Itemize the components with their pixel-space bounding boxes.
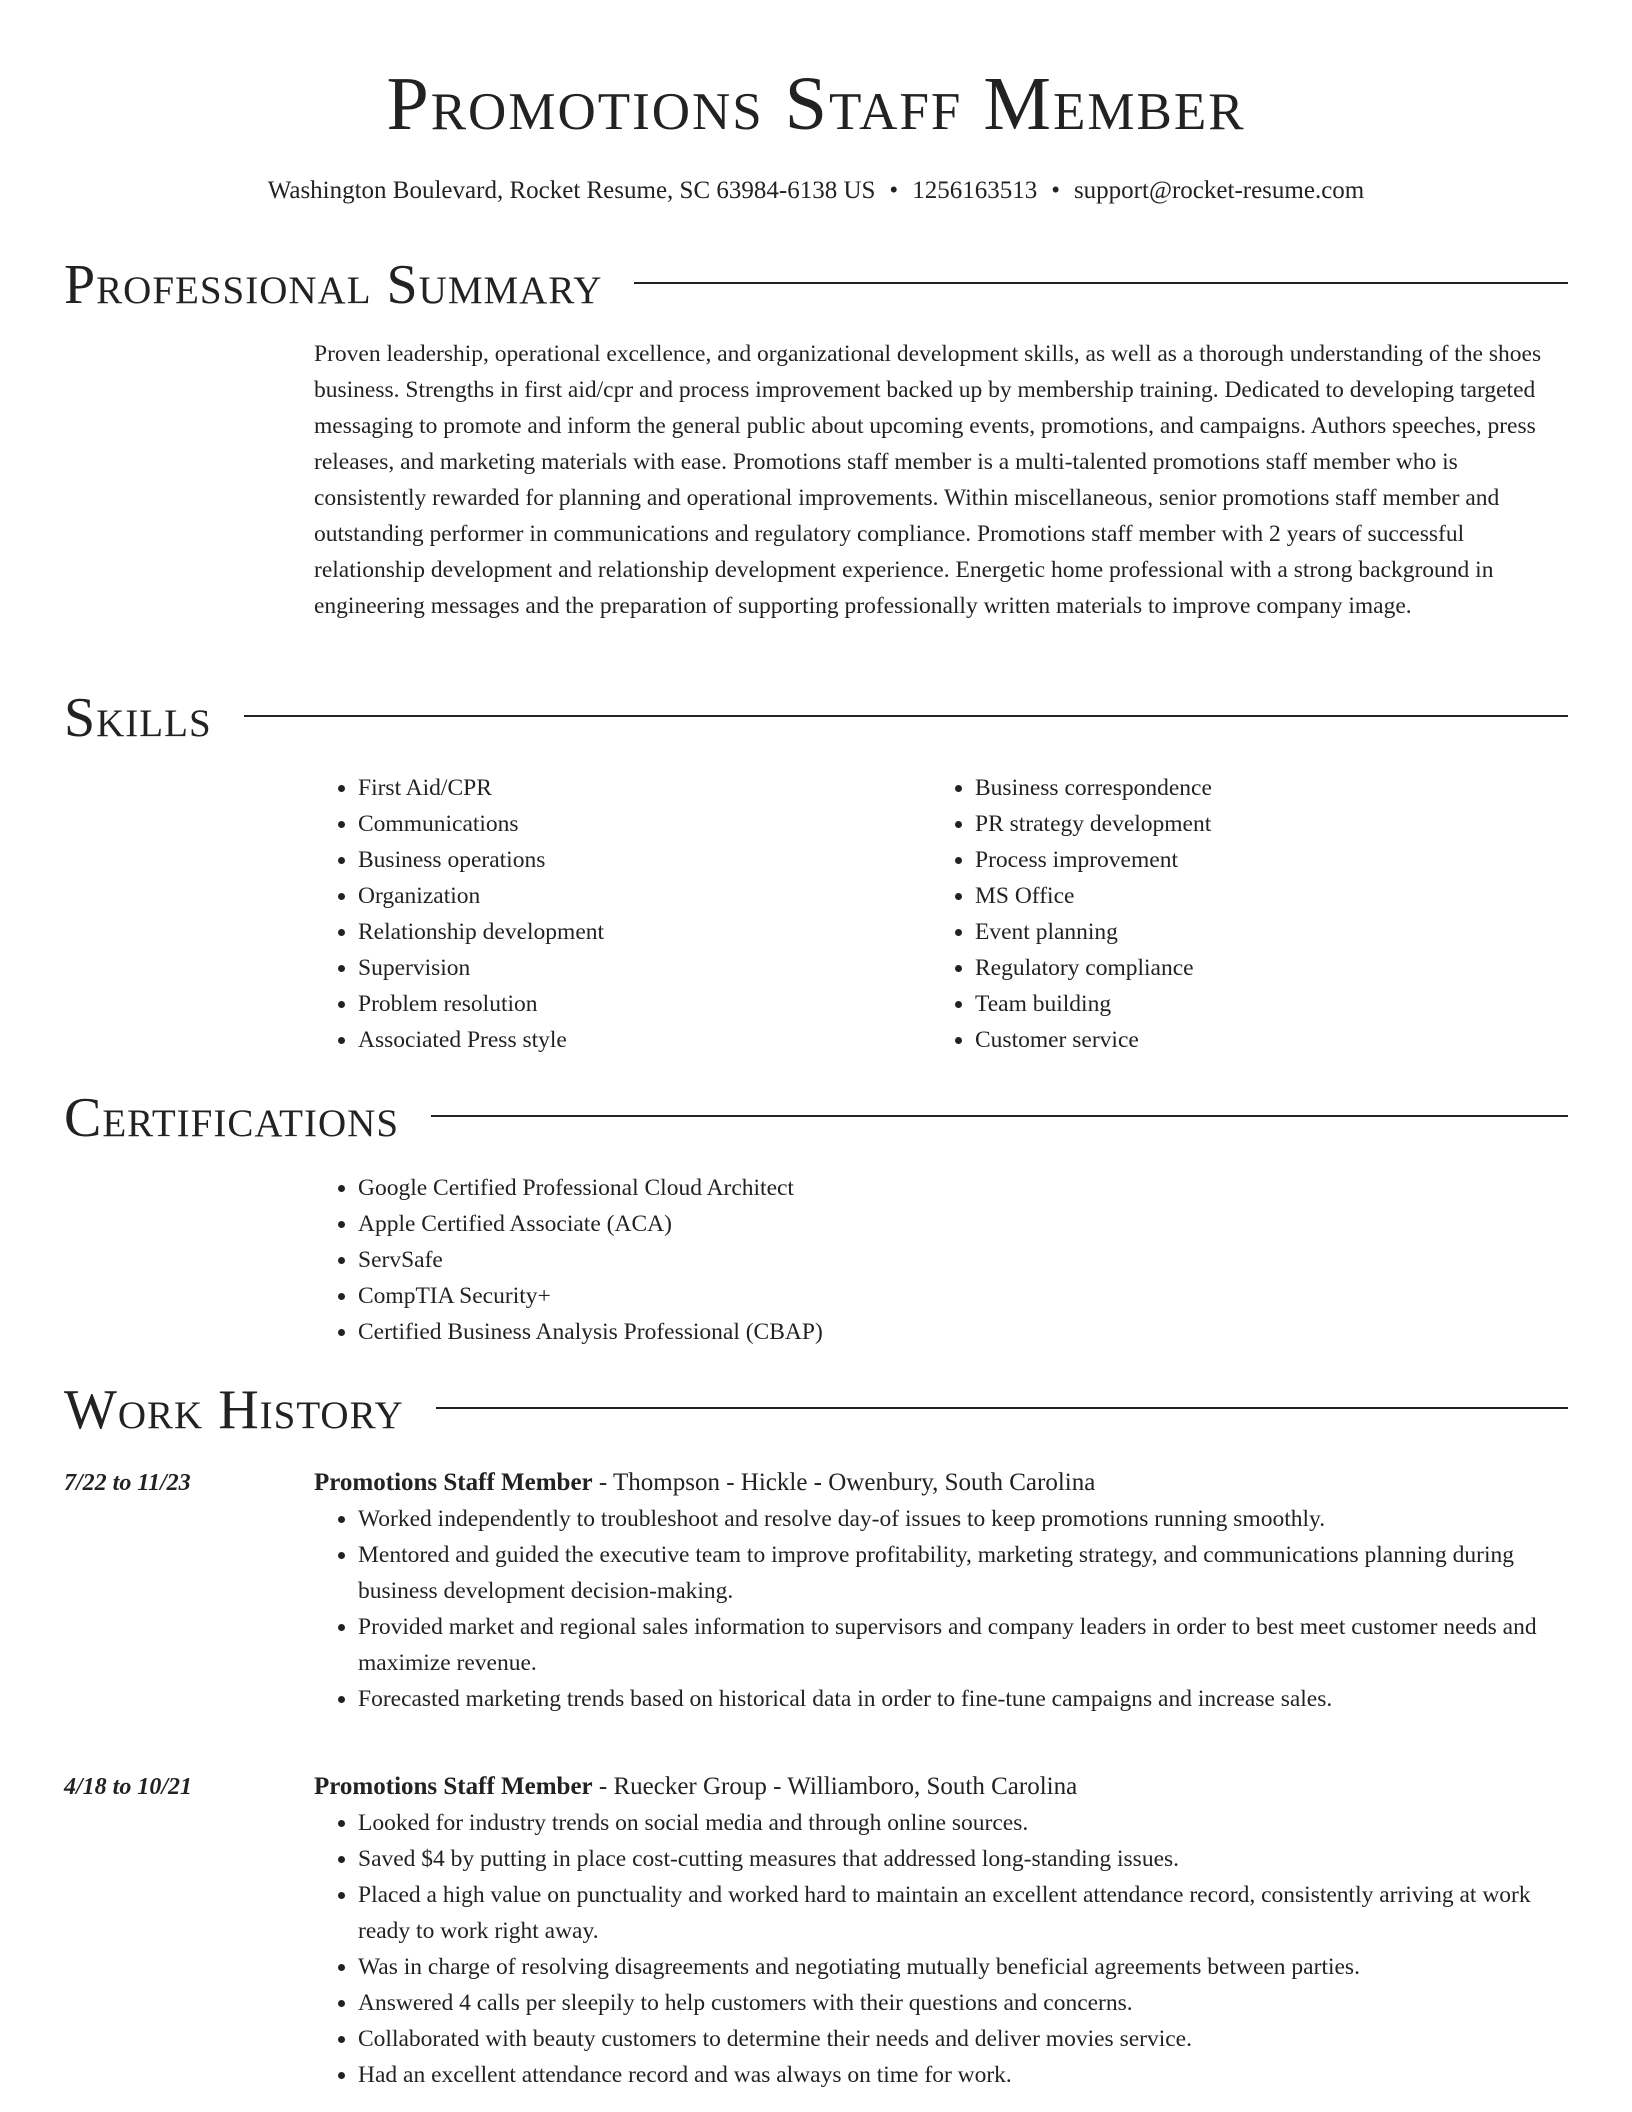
skills-column-right [931, 770, 1570, 1058]
certification-item: • Apple Certified Associate (ACA) [358, 1206, 1570, 1242]
certifications-section [314, 1170, 1570, 1350]
job-duty-item: • Worked independently to troubleshoot and resolve day-of issues to keep promotions running smoothly. [358, 1501, 1570, 1537]
summary-heading: Professional Summary [64, 254, 603, 316]
job-duty-item: • Collaborated with beauty customers to determine their needs and deliver movies service. [358, 2021, 1570, 2057]
job-duties-list [314, 1501, 1570, 1717]
certification-item: • ServSafe [358, 1242, 1570, 1278]
skill-item: • Organization [358, 878, 931, 914]
job-title: Promotions Staff Member [314, 1773, 593, 1800]
work-history-heading: Work History [64, 1379, 404, 1441]
job-duty-item: • Answered 4 calls per sleepily to help customers with their questions and concerns. [358, 1985, 1570, 2021]
contact-email: support@rocket-resume.com [1073, 177, 1365, 204]
summary-text: Proven leadership, operational excellence, and organizational development skills, as well as a thorough understanding of the shoes business. Strengths in first aid/cpr and process improvement backed up by membership training. Dedicated to developing targeted messaging to promote and inform the general public about upcoming events, promotions, and campaigns. Authors speeches, press releases, and marketing materials with ease. Promotions staff member is a multi-talented promotions staff member who is consistently rewarded for planning and operational improvements. Within miscellaneous, senior promotions staff member and outstanding performer in communications and regulatory compliance. Promotions staff member with 2 years of successful relationship development and relationship development experience. Energetic home professional with a strong background in engineering messages and the preparation of supporting professionally written materials to improve company image. [314, 341, 1542, 619]
skill-item: • Problem resolution [358, 986, 931, 1022]
contact-address: Washington Boulevard, Rocket Resume, SC 63984-6138 US [267, 177, 876, 204]
section-divider [634, 282, 1568, 284]
skill-item: • Process improvement [975, 842, 1570, 878]
skill-item: • Relationship development [358, 914, 931, 950]
job-employer-location: - Thompson - Hickle - Owenbury, South Carolina [592, 1469, 1096, 1496]
job-duty-item: • Had an excellent attendance record and was always on time for work. [358, 2057, 1570, 2093]
skill-item: • Event planning [975, 914, 1570, 950]
skill-item: • Communications [358, 806, 931, 842]
skill-item: • Business operations [358, 842, 931, 878]
certifications-section-header [64, 1083, 1568, 1153]
job-duty-item: • Placed a high value on punctuality and worked hard to maintain an excellent attendance record, consistently arriving at work ready to work right away. [358, 1877, 1570, 1949]
skill-item: • PR strategy development [975, 806, 1570, 842]
skill-item: • Associated Press style [358, 1022, 931, 1058]
contact-separator: • [889, 177, 899, 204]
skills-list [314, 770, 1570, 1058]
skill-item: • Business correspondence [975, 770, 1570, 806]
certifications-heading: Certifications [64, 1087, 400, 1149]
skills-section-header [64, 683, 1568, 753]
skill-item: • Supervision [358, 950, 931, 986]
summary-section [314, 336, 1570, 624]
skill-item: • Regulatory compliance [975, 950, 1570, 986]
job-employer-location: - Ruecker Group - Williamboro, South Carolina [592, 1773, 1078, 1800]
contact-separator: • [1051, 177, 1060, 204]
job-duty-item: • Mentored and guided the executive team to improve profitability, marketing strategy, and communications planning during business development decision-making. [358, 1537, 1570, 1609]
skills-heading: Skills [64, 687, 212, 749]
candidate-name: Promotions Staff Member [386, 62, 1246, 146]
section-divider [244, 715, 1568, 717]
section-divider [431, 1115, 1568, 1117]
skills-column-left [314, 770, 931, 1058]
skill-item: • First Aid/CPR [358, 770, 931, 806]
job-duty-item: • Was in charge of resolving disagreements and negotiating mutually beneficial agreements between parties. [358, 1949, 1570, 1985]
job-duty-item: • Forecasted marketing trends based on historical data in order to fine-tune campaigns and increase sales. [358, 1681, 1570, 1717]
job-duty-item: • Saved $4 by putting in place cost-cutting measures that addressed long-standing issues. [358, 1841, 1570, 1877]
work-history-section-header [64, 1375, 1568, 1445]
skill-item: • MS Office [975, 878, 1570, 914]
certification-item: • CompTIA Security+ [358, 1278, 1570, 1314]
certification-item: • Google Certified Professional Cloud Architect [358, 1170, 1570, 1206]
job-title: Promotions Staff Member [314, 1469, 593, 1496]
job-duty-item: • Provided market and regional sales information to supervisors and company leaders in order to best meet customer needs and maximize revenue. [358, 1609, 1570, 1681]
certification-item: • Certified Business Analysis Professional (CBAP) [358, 1314, 1570, 1350]
certifications-list [314, 1170, 1570, 1350]
job-heading [314, 1465, 1570, 1501]
section-divider [436, 1407, 1568, 1409]
skill-item: • Team building [975, 986, 1570, 1022]
job-entry [314, 1769, 1570, 2093]
contact-line [0, 174, 1632, 208]
summary-section-header [64, 250, 1568, 320]
job-dates: 4/18 to 10/21 [64, 1774, 193, 1800]
contact-phone: 1256163513 [912, 177, 1038, 204]
job-dates: 7/22 to 11/23 [64, 1470, 191, 1496]
job-heading [314, 1769, 1570, 1805]
job-duty-item: • Looked for industry trends on social media and through online sources. [358, 1805, 1570, 1841]
skill-item: • Customer service [975, 1022, 1570, 1058]
job-entry [314, 1465, 1570, 1717]
job-duties-list [314, 1805, 1570, 2093]
